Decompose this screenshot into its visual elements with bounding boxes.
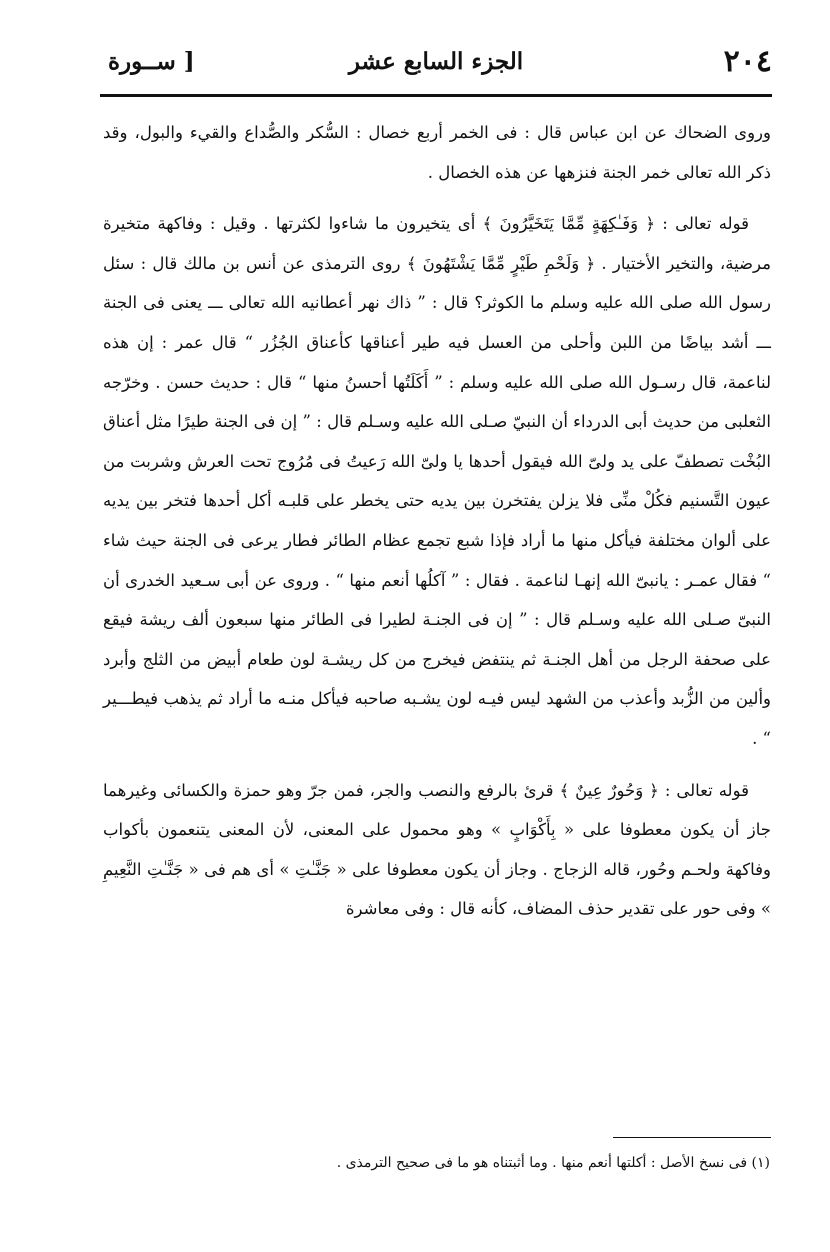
footnote-divider (613, 1137, 771, 1138)
footnote: (١) فى نسخ الأصل : أكلتها أنعم منها . وما أثبتناه هو ما فى صحيح الترمذى . (336, 1155, 770, 1171)
main-text (103, 113, 771, 941)
surah-bracket: [ (183, 48, 195, 75)
page-header (100, 38, 772, 97)
paragraph: قوله تعالى : ﴿ وَفَـٰكِهَةٍ مِّمَّا يَتَخَيَّرُونَ ﴾ أى يتخيرون ما شاءوا لكثرتها . وقيل : وفاكهة متخيرة مرضية، والتخير الأختيار . ﴿ وَلَحْمِ طَيْرٍ مِّمَّا يَشْتَهُونَ ﴾ روى الترمذى عن أنس بن مالك قال : سئل رسول الله صلى الله عليه وسلم ما الكوثر؟ قال : ” ذاك نهر أعطانيه الله تعالى ـــ يعنى فى الجنة ـــ أشد بياضًا من اللبن وأحلى من العسل فيه طير أعناقها كأعناق الجُزُر “ قال عمر : إن هذه لناعمة، قال رسـول الله صلى الله عليه وسلم : ” أَكَلَتُها أحسنُ منها “ قال : حديث حسن . وخرّجه الثعلبى من حديث أبى الدرداء أن النبيّ صـلى الله عليه وسـلم قال : ” إن فى الجنة طيرًا مثل أعناق البُخْت تصطفّ على يد ولىّ الله فيقول أحدها يا ولىّ الله رَعيتُ فى مُرُوج تحت العرش وشربت من عيون التَّسنيم فكُلْ منِّى فلا يزلن يفتخرن بين يديه حتى يخطر على قلبـه أكل أحدها فتخر بين يديه على ألوان مختلفة فيأكل منها ما أراد فإذا شبع تجمع عظام الطائر فطار يرعى فى الجنة حيث شاء “ فقال عمـر : يانبىّ الله إنهـا لناعمة . فقال : ” آكلُها أنعم منها “ . وروى عن أبى سـعيد الخدرى أن النبىّ صـلى الله عليه وسـلم قال : ” إن فى الجنـة لطيرا فى الطائر منها سبعون ألف ريشة فيقع على صحفة الرجل من أهل الجنـة ثم ينتفض فيخرج من كل ريشـة لون طعام أبيض من الثلج وأبرد وألين من الزُّبد وأعذب من الشهد ليس فيـه لون يشـبه صاحبه فيأكل منـه ما أراد ثم يذهب فيطـــير “ . (103, 214, 771, 748)
surah-label: ســورة (108, 48, 176, 75)
page-number: ٢٠٤ (723, 44, 772, 79)
paragraph: وروى الضحاك عن ابن عباس قال : فى الخمر أربع خصال : السُّكر والصُّداع والقيء والبول، وقد ذكر الله تعالى خمر الجنة فنزهها عن هذه الخصال . (103, 123, 771, 182)
surah-heading (108, 48, 195, 75)
part-title: الجزء السابع عشر (348, 48, 524, 75)
paragraph: قوله تعالى : ﴿ وَحُورٌ عِينٌ ﴾ قرئ بالرفع والنصب والجر، فمن جرّ وهو حمزة والكسائى وغيرهما جاز أن يكون معطوفا على « بِأَكْوَابٍ » وهو محمول على المعنى، لأن المعنى يتنعمون بأكواب وفاكهة ولحـم وحُور، قاله الزجاج . وجاز أن يكون معطوفا على « جَنَّـٰتِ » أى هم فى « جَنَّـٰتِ النَّعِيمِ » وفى حور على تقدير حذف المضاف، كأنه قال : وفى معاشرة (103, 780, 771, 919)
